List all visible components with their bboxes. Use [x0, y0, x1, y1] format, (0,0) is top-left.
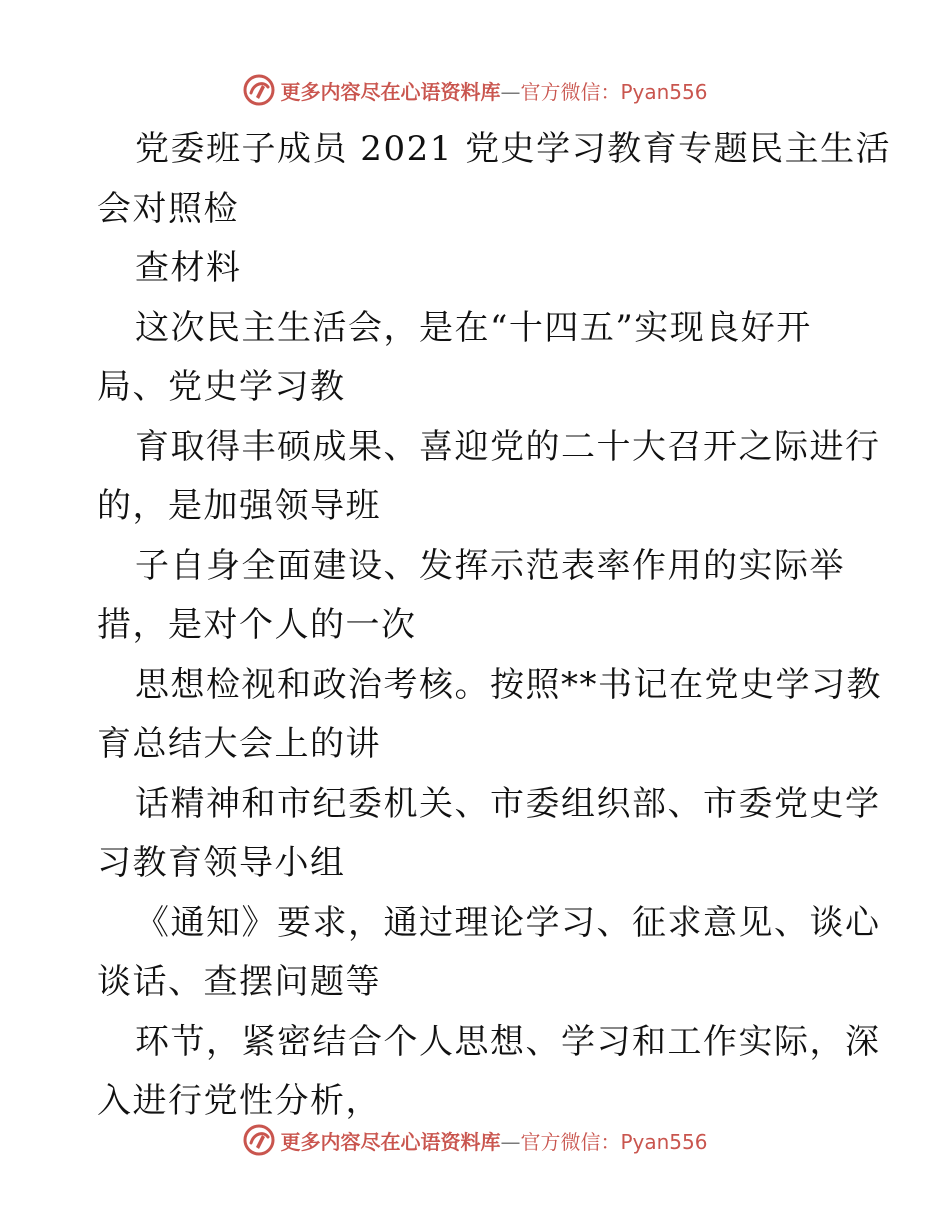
text-line: 《通知》要求，通过理论学习、征求意见、谈心 — [135, 902, 881, 943]
text-line: 育取得丰硕成果、喜迎党的二十大召开之际进行 — [135, 426, 881, 467]
text-line: 入进行党性分析， — [97, 1081, 381, 1121]
document-body — [97, 120, 892, 1132]
watermark-text: 更多内容尽在心语资料库—官方微信：Pyan556 — [280, 1129, 708, 1154]
brand-logo-icon — [242, 1123, 276, 1157]
text-line: 会对照检 — [97, 188, 239, 229]
watermark-text: 更多内容尽在心语资料库—官方微信：Pyan556 — [280, 79, 708, 104]
text-line: 措，是对个人的一次 — [97, 605, 417, 645]
text-line: 育总结大会上的讲 — [97, 724, 381, 764]
header-watermark — [0, 70, 950, 110]
text-line: 习教育领导小组 — [97, 843, 346, 883]
text-line: 谈话、查摆问题等 — [97, 962, 381, 1002]
text-line: 的，是加强领导班 — [97, 486, 381, 526]
text-line: 查材料 — [135, 248, 242, 288]
footer-watermark — [0, 1120, 950, 1160]
text-line: 子自身全面建设、发挥示范表率作用的实际举 — [135, 545, 845, 586]
brand-logo-icon — [242, 73, 276, 107]
text-line: 话精神和市纪委机关、市委组织部、市委党史学 — [135, 783, 881, 824]
text-line: 环节，紧密结合个人思想、学习和工作实际，深 — [135, 1021, 881, 1062]
text-line: 思想检视和政治考核。按照**书记在党史学习教 — [135, 664, 882, 705]
text-line: 局、党史学习教 — [97, 367, 346, 407]
text-line: 这次民主生活会，是在“十四五”实现良好开 — [135, 307, 812, 348]
text-line: 党委班子成员 2021 党史学习教育专题民主生活 — [135, 129, 892, 169]
